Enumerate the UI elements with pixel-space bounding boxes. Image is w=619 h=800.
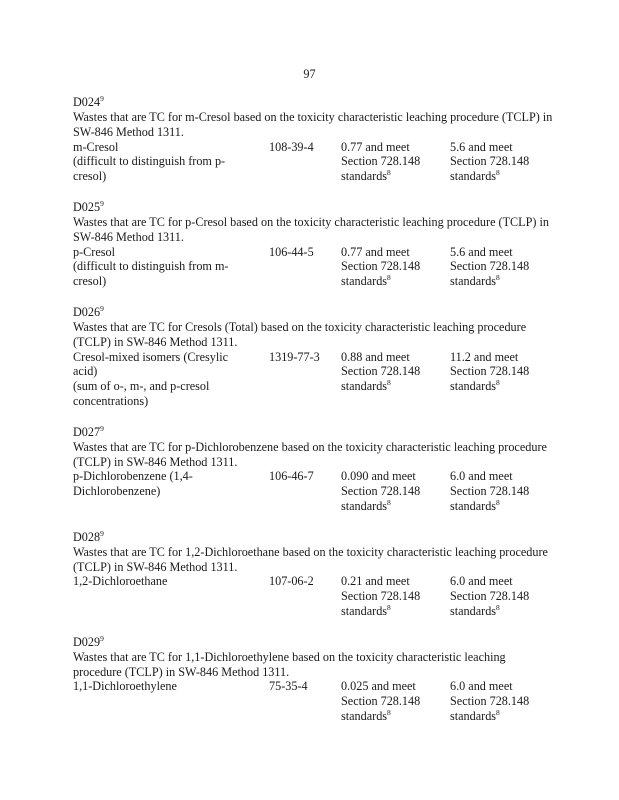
footnote-mark: 9	[100, 303, 104, 313]
footnote-mark: 8	[387, 707, 391, 717]
nonwastewater-line-wrap	[450, 604, 550, 619]
footnote-mark: 8	[496, 378, 500, 388]
page-number: 97	[303, 67, 316, 81]
wastewater-line: standards	[341, 708, 388, 723]
nonwastewater-line: Section 728.148	[450, 259, 530, 274]
cas-number	[269, 679, 341, 694]
waste-description: Wastes that are TC for 1,1-Dichloroethylene based on the toxicity characteristic leaching procedure (TCLP) in SW-846 Method 1311.	[73, 649, 506, 679]
wastewater-line-wrap	[341, 604, 450, 619]
waste-code-entry	[73, 95, 553, 184]
standards-row	[73, 140, 553, 184]
wastewater-line: standards	[341, 379, 388, 394]
nonwastewater-line: standards	[450, 708, 497, 723]
wastewater-standard	[341, 469, 450, 513]
nonwastewater-line: 6.0 and meet	[450, 574, 513, 589]
cas-number	[269, 140, 341, 155]
standards-row	[73, 469, 553, 513]
constituent-name	[73, 469, 269, 499]
constituent-line: 1,2-Dichloroethane	[73, 574, 168, 589]
footnote-mark: 8	[387, 378, 391, 388]
cas-number	[269, 350, 341, 365]
waste-code: D027	[73, 424, 101, 439]
nonwastewater-standard	[450, 350, 550, 394]
wastewater-line: standards	[341, 603, 388, 618]
waste-code: D025	[73, 199, 101, 214]
footnote-mark: 8	[496, 602, 500, 612]
waste-description: Wastes that are TC for Cresols (Total) based on the toxicity characteristic leaching procedure (TCLP) in SW-846 Method 1311.	[73, 319, 527, 349]
nonwastewater-line: Section 728.148	[450, 589, 530, 604]
wastewater-line: 0.025 and meet	[341, 679, 416, 694]
wastewater-line: Section 728.148	[341, 589, 421, 604]
waste-code-heading	[73, 635, 553, 650]
footnote-mark: 8	[496, 273, 500, 283]
waste-code-heading	[73, 530, 553, 545]
nonwastewater-line: 11.2 and meet	[450, 349, 519, 364]
footnote-mark: 9	[100, 94, 104, 103]
cas-value: 108-39-4	[269, 139, 314, 154]
wastewater-line-wrap	[341, 274, 450, 289]
wastewater-standard	[341, 679, 450, 723]
nonwastewater-standard	[450, 140, 550, 184]
constituent-name	[73, 574, 269, 589]
waste-code-entry	[73, 200, 553, 289]
constituent-name	[73, 140, 269, 184]
footnote-mark: 9	[100, 198, 104, 208]
waste-code-list	[73, 95, 553, 740]
cas-value: 106-46-7	[269, 469, 314, 484]
waste-code-entry	[73, 425, 553, 514]
cas-number	[269, 469, 341, 484]
wastewater-standard	[341, 350, 450, 394]
wastewater-line: 0.090 and meet	[341, 469, 416, 484]
nonwastewater-line: 6.0 and meet	[450, 679, 513, 694]
wastewater-line: 0.21 and meet	[341, 574, 410, 589]
constituent-name	[73, 245, 269, 289]
constituent-line: (sum of o-, m-, and p-cresol	[73, 379, 210, 394]
nonwastewater-line: 5.6 and meet	[450, 244, 513, 259]
waste-description: Wastes that are TC for m-Cresol based on the toxicity characteristic leaching procedure (TCLP) in SW-846 Method 1311.	[73, 110, 553, 139]
nonwastewater-line: Section 728.148	[450, 364, 530, 379]
standards-row	[73, 245, 553, 289]
constituent-line: acid)	[73, 364, 98, 379]
wastewater-line-wrap	[341, 379, 450, 394]
nonwastewater-line: Section 728.148	[450, 154, 530, 169]
footnote-mark: 8	[387, 497, 391, 507]
cas-value: 106-44-5	[269, 244, 314, 259]
constituent-line: Dichlorobenzene)	[73, 484, 161, 499]
nonwastewater-line: standards	[450, 498, 497, 513]
nonwastewater-line: 5.6 and meet	[450, 139, 513, 154]
wastewater-line-wrap	[341, 709, 450, 724]
footnote-mark: 8	[387, 602, 391, 612]
footnote-mark: 8	[496, 707, 500, 717]
nonwastewater-line: Section 728.148	[450, 694, 530, 709]
constituent-name	[73, 350, 269, 409]
cas-value: 107-06-2	[269, 574, 314, 589]
wastewater-line: Section 728.148	[341, 154, 421, 169]
wastewater-line: standards	[341, 274, 388, 289]
standards-row	[73, 350, 553, 409]
wastewater-line: 0.88 and meet	[341, 349, 410, 364]
waste-description: Wastes that are TC for p-Cresol based on the toxicity characteristic leaching procedure (TCLP) in SW-846 Method 1311.	[73, 214, 549, 244]
waste-description: Wastes that are TC for 1,2-Dichloroethane based on the toxicity characteristic leaching procedure (TCLP) in SW-846 Method 1311.	[73, 544, 548, 574]
nonwastewater-line-wrap	[450, 379, 550, 394]
waste-code-entry	[73, 635, 553, 724]
nonwastewater-line: standards	[450, 379, 497, 394]
wastewater-line: standards	[341, 169, 388, 184]
constituent-name	[73, 679, 269, 694]
waste-code-heading	[73, 200, 553, 215]
wastewater-standard	[341, 574, 450, 618]
cas-value: 1319-77-3	[269, 349, 320, 364]
constituent-line: m-Cresol	[73, 139, 119, 154]
footnote-mark: 9	[100, 423, 104, 433]
wastewater-standard	[341, 245, 450, 289]
nonwastewater-line: 6.0 and meet	[450, 469, 513, 484]
nonwastewater-line-wrap	[450, 499, 550, 514]
constituent-line: cresol)	[73, 169, 107, 184]
constituent-line: 1,1-Dichloroethylene	[73, 679, 177, 694]
waste-code: D024	[73, 95, 101, 109]
wastewater-standard	[341, 140, 450, 184]
footnote-mark: 8	[496, 168, 500, 178]
waste-code-heading	[73, 425, 553, 440]
constituent-line: Cresol-mixed isomers (Cresylic	[73, 349, 229, 364]
footnote-mark: 8	[387, 273, 391, 283]
wastewater-line: 0.77 and meet	[341, 139, 410, 154]
wastewater-line: 0.77 and meet	[341, 244, 410, 259]
wastewater-line: standards	[341, 498, 388, 513]
constituent-line: p-Cresol	[73, 244, 115, 259]
nonwastewater-line: standards	[450, 274, 497, 289]
constituent-line: (difficult to distinguish from m-	[73, 259, 229, 274]
constituent-line: cresol)	[73, 274, 107, 289]
wastewater-line-wrap	[341, 499, 450, 514]
waste-description: Wastes that are TC for p-Dichlorobenzene based on the toxicity characteristic leaching procedure (TCLP) in SW-846 Method 1311.	[73, 439, 547, 469]
constituent-line: p-Dichlorobenzene (1,4-	[73, 469, 193, 484]
footnote-mark: 9	[100, 528, 104, 538]
constituent-line: concentrations)	[73, 393, 149, 408]
waste-code: D026	[73, 304, 101, 319]
standards-row	[73, 574, 553, 618]
cas-value: 75-35-4	[269, 679, 308, 694]
standards-row	[73, 679, 553, 723]
waste-code-heading	[73, 305, 553, 320]
cas-number	[269, 245, 341, 260]
nonwastewater-line: Section 728.148	[450, 484, 530, 499]
nonwastewater-standard	[450, 245, 550, 289]
nonwastewater-line-wrap	[450, 709, 550, 724]
nonwastewater-line-wrap	[450, 169, 550, 184]
footnote-mark: 9	[100, 633, 104, 643]
wastewater-line: Section 728.148	[341, 484, 421, 499]
wastewater-line: Section 728.148	[341, 259, 421, 274]
cas-number	[269, 574, 341, 589]
waste-code-heading	[73, 95, 553, 110]
waste-code-entry	[73, 530, 553, 619]
nonwastewater-standard	[450, 574, 550, 618]
wastewater-line-wrap	[341, 169, 450, 184]
nonwastewater-line-wrap	[450, 274, 550, 289]
nonwastewater-standard	[450, 469, 550, 513]
waste-code: D028	[73, 529, 101, 544]
nonwastewater-line: standards	[450, 603, 497, 618]
waste-code-entry	[73, 305, 553, 409]
nonwastewater-line: standards	[450, 169, 497, 184]
wastewater-line: Section 728.148	[341, 364, 421, 379]
footnote-mark: 8	[387, 168, 391, 178]
wastewater-line: Section 728.148	[341, 694, 421, 709]
waste-code: D029	[73, 634, 101, 649]
constituent-line: (difficult to distinguish from p-	[73, 154, 226, 169]
footnote-mark: 8	[496, 497, 500, 507]
nonwastewater-standard	[450, 679, 550, 723]
